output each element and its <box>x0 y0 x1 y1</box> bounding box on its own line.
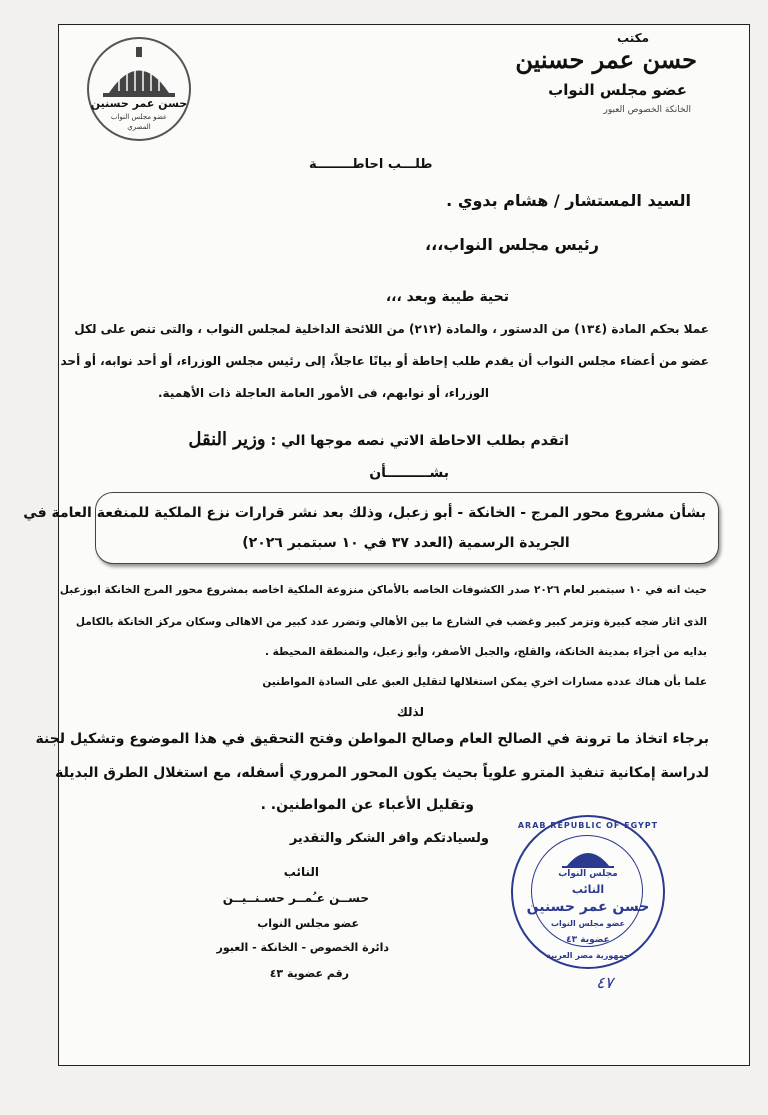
document-page <box>23 24 750 1066</box>
minister-name: وزير النقل <box>188 429 266 450</box>
intro-line: الوزراء، أو نوابهم، فى الأمور العامة العاجلة ذات الأهمية. <box>157 386 489 400</box>
request-text: اتقدم بطلب الاحاطة الاتي نصه موجها الي : <box>270 433 569 449</box>
parliament-logo <box>87 37 191 141</box>
plea-line: لدراسة إمكانية تنفيذ المترو علوياً بحيث يكون المحور المروري أسفله، مع استغلال الطرق البديلة <box>55 765 709 781</box>
signature-name: حســن عـُمــر حسـنــيــن <box>222 891 369 905</box>
letterhead-role: عضو مجلس النواب <box>548 81 687 99</box>
greeting: تحية طيبة وبعد ،،، <box>385 289 509 305</box>
stamp-name: حسن عمر حسنين <box>526 899 650 915</box>
body-line: علما بأن هناك عدده مسارات اخري يمكن استغلالها لتقليل العبق على السادة المواطنين <box>262 676 707 688</box>
stamp-ring-text: ARAB REPUBLIC OF EGYPT <box>517 821 659 830</box>
therefore-label: لذلك <box>396 705 424 719</box>
body-line: بدايه من أجزاء بمدينة الخانكة، والقلج، والجبل الأصفر، وأبو زعبل، والمنطقة المحيطة . <box>265 646 707 658</box>
request-line <box>188 429 569 450</box>
intro-line: عملا بحكم المادة (١٣٤) من الدستور ، والمادة (٢١٢) من اللائحة الداخلية لمجلس النواب ، والتى تنص على لكل <box>74 322 709 336</box>
body-line: الذى اثار ضجه كبيرة وتزمر كبير وغضب في الشارع ما بين الأهالي وتضرر عدد كبير من الاهالى وسكان مركز الخانكة بالكامل <box>75 616 707 628</box>
addressee-name: السيد المستشار / هشام بدوي . <box>446 191 691 210</box>
stamp-ring-text-ar: جمهورية مصر العربية <box>546 951 630 960</box>
topic-box <box>23 492 719 564</box>
letterhead-district: الخانكة الخصوص العبور <box>603 105 691 115</box>
signature-district: دائرة الخصوص - الخانكة - العبور <box>216 941 389 954</box>
letterhead-office: مكتب <box>616 31 649 45</box>
subject-heading: طلـــب احاطــــــــة <box>309 157 433 172</box>
logo-role: عضو مجلس النواب <box>110 113 168 121</box>
signature-role: عضو مجلس النواب <box>257 917 359 930</box>
stamp-member-no: عضوية ٤٣ <box>566 935 610 945</box>
logo-name: حسن عمر حسنين <box>90 97 188 110</box>
official-stamp <box>511 815 665 969</box>
parliament-dome-icon <box>558 845 618 869</box>
stamp-council: مجلس النواب <box>558 869 618 879</box>
addressee-title: رئيس مجلس النواب،،، <box>425 235 599 254</box>
parliament-dome-icon <box>89 43 189 103</box>
letterhead-name: حسن عمر حسنين <box>515 45 697 74</box>
stamp-label: النائب <box>571 883 605 896</box>
plea-line: وتقليل الأعباء عن المواطنين. . <box>260 797 474 813</box>
logo-word: المصري <box>127 123 151 131</box>
plea-line: برجاء اتخاذ ما ترونة في الصالح العام وصالح المواطن وفتح التحقيق في هذا الموضوع وتشكيل لجنة <box>35 731 709 747</box>
topic-line: بشأن مشروع محور المرج - الخانكة - أبو زعبل، وذلك بعد نشر قرارات نزع الملكية للمنفعة العامة في <box>23 505 706 521</box>
signature-label: النائب <box>283 865 319 879</box>
intro-line: عضو من أعضاء مجلس النواب أن يقدم طلب إحاطة أو بيانًا عاجلاً، إلى رئيس مجلس الوزراء، أو أحد نوابه، أو أحد <box>60 354 709 368</box>
stamp-role: عضو مجلس النواب <box>550 919 626 928</box>
regarding-label: بشـــــــــأن <box>369 465 449 481</box>
handwritten-number: ٤٧ <box>596 973 614 992</box>
closing-line: ولسيادتكم وافر الشكر والتقدير <box>289 831 489 846</box>
signature-membership: رقم عضوية ٤٣ <box>269 967 349 980</box>
topic-line: الجريدة الرسمية (العدد ٣٧ في ١٠ سبتمبر ٢٠٢٦) <box>242 535 570 551</box>
body-line: حيث انه في ١٠ سبتمبر لعام ٢٠٢٦ صدر الكشوفات الخاصه بالأماكن منزوعة الملكية اخاصه بمشروع محور المرج الخانكة ابوزعبل <box>59 584 707 596</box>
